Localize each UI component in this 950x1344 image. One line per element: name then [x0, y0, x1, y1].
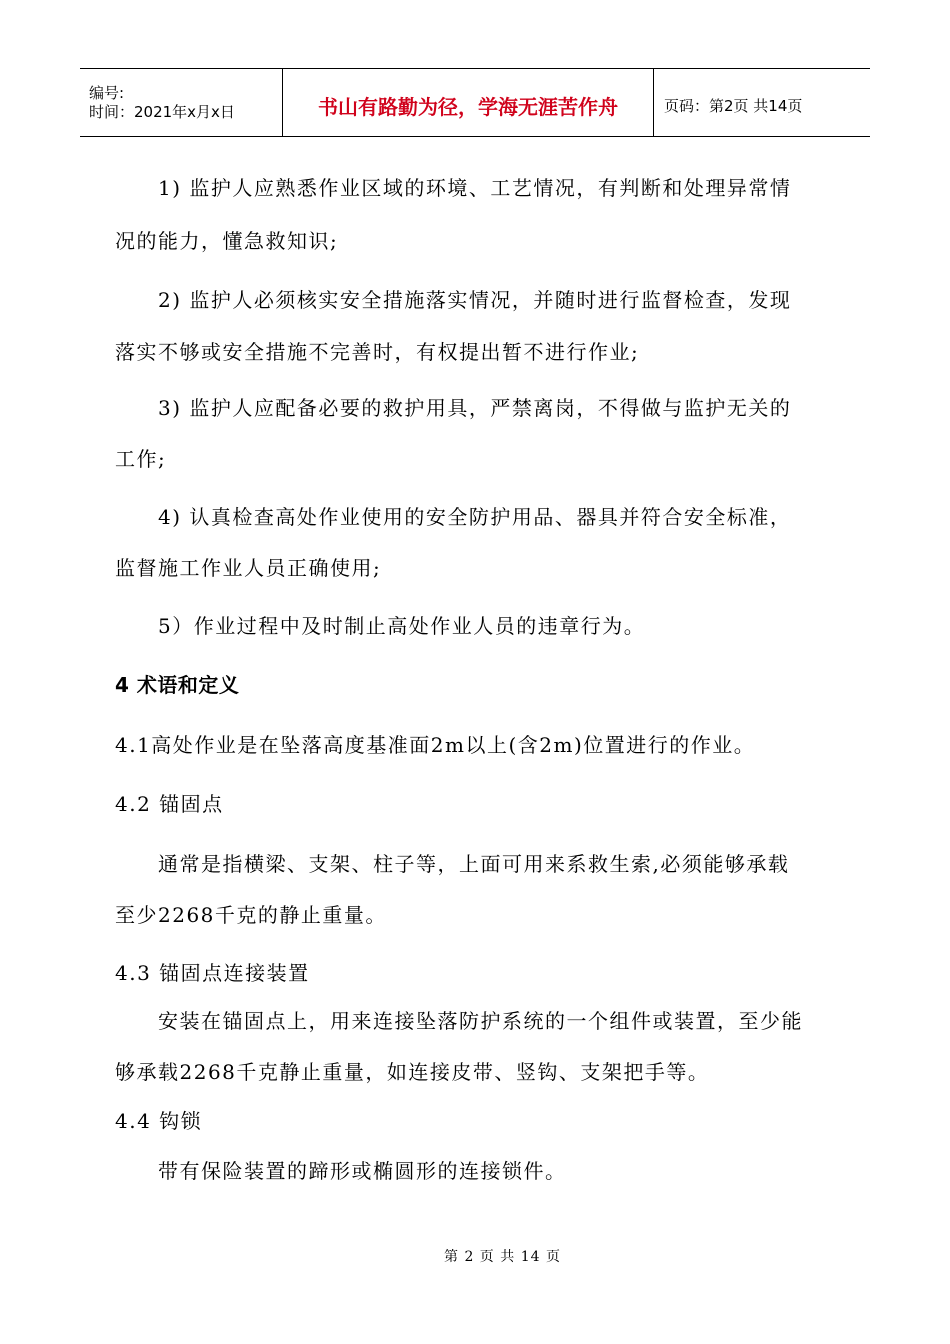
item4-line2: 监督施工作业人员正确使用; — [115, 556, 382, 580]
item2-line2: 落实不够或安全措施不完善时，有权提出暂不进行作业; — [115, 340, 640, 364]
item5-line1: 5）作业过程中及时制止高处作业人员的违章行为。 — [158, 614, 646, 638]
item3-line2: 工作; — [115, 447, 167, 471]
item2-line1: 2) 监护人必须核实安全措施落实情况，并随时进行监督检查，发现 — [158, 288, 792, 312]
header-motto: 书山有路勤为径，学海无涯苦作舟 — [283, 69, 654, 136]
item1-line1: 1) 监护人应熟悉作业区域的环境、工艺情况，有判断和处理异常情 — [158, 176, 792, 200]
def42-line2: 至少2268千克的静止重量。 — [115, 903, 387, 927]
def42-line1: 通常是指横梁、支架、柱子等，上面可用来系救生索,必须能够承载 — [158, 852, 790, 876]
def44-title: 4.4 钩锁 — [115, 1109, 203, 1133]
def41-text: 4.1高处作业是在坠落高度基准面2m以上(含2m)位置进行的作业。 — [115, 733, 756, 757]
def43-line2: 够承载2268千克静止重量，如连接皮带、竖钩、支架把手等。 — [115, 1060, 710, 1084]
def44-line1: 带有保险装置的蹄形或椭圆形的连接锁件。 — [158, 1159, 567, 1183]
page-footer: 第 2 页 共 14 页 — [444, 1249, 561, 1265]
def43-title: 4.3 锚固点连接装置 — [115, 961, 310, 985]
def42-title: 4.2 锚固点 — [115, 792, 224, 816]
item4-line1: 4) 认真检查高处作业使用的安全防护用品、器具并符合安全标准， — [158, 505, 792, 529]
header-page-info: 页码：第2页 共14页 — [664, 97, 803, 115]
page-header — [80, 68, 870, 137]
header-meta — [80, 69, 283, 136]
def43-line1: 安装在锚固点上，用来连接坠落防护系统的一个组件或装置，至少能 — [158, 1009, 803, 1033]
section-heading: 4 术语和定义 — [115, 673, 240, 697]
date-label: 时间：2021年x月x日 — [89, 102, 235, 121]
item3-line1: 3) 监护人应配备必要的救护用具，严禁离岗，不得做与监护无关的 — [158, 396, 792, 420]
serial-label: 编号: — [89, 83, 125, 102]
item1-line2: 况的能力，懂急救知识; — [115, 229, 339, 253]
